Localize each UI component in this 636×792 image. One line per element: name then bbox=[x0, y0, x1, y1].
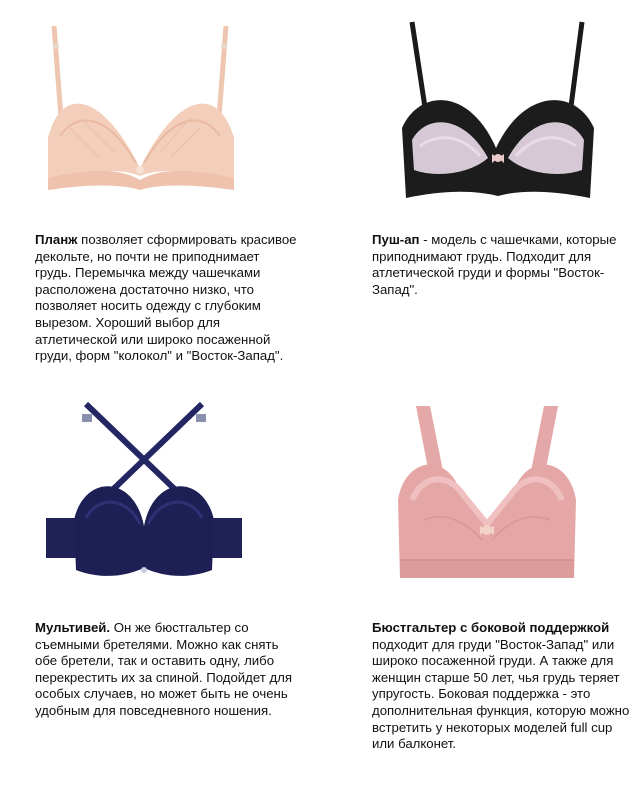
push-up-title: Пуш-ап bbox=[372, 232, 420, 247]
plunge-title: Планж bbox=[35, 232, 78, 247]
side-support-caption bbox=[372, 620, 630, 753]
side-support-title: Бюстгальтер с боковой поддержкой bbox=[372, 620, 610, 635]
side-support-bra-image bbox=[394, 400, 580, 586]
plunge-description: позволяет сформировать красивое декольте, но почти не приподнимает грудь. Перемычка между чашечками расположена достаточно низко, что позволяет носить одежду с глубоким вырезом. Хороший выбор для атлетической или широко посаженной груди, форм "колокол" и "Восток-Запад". bbox=[35, 232, 297, 364]
push-up-description: - модель с чашечками, которые приподнимают грудь. Подходит для атлетической груди и формы "Восток-Запад". bbox=[372, 232, 617, 297]
plunge-bra-image bbox=[40, 18, 240, 194]
multiway-bra-image bbox=[46, 400, 242, 586]
multiway-caption bbox=[35, 620, 297, 720]
multiway-description: Он же бюстгальтер со съемными бретелями. Можно как снять обе бретели, так и оставить одну, либо перекрестить их за спиной. Подойдет для особых случаев, но может быть не очень удобным для повседневного ношения. bbox=[35, 620, 292, 718]
plunge-caption bbox=[35, 232, 297, 365]
push-up-caption bbox=[372, 232, 630, 298]
multiway-title: Мультивей. bbox=[35, 620, 111, 635]
side-support-description: подходит для груди "Восток-Запад" или широко посаженной груди. А также для женщин старше 50 лет, чья грудь теряет упругость. Боковая поддержка - это дополнительная функция, которую можно встретить у некоторых моделей full cup или балконет. bbox=[372, 636, 630, 752]
push-up-bra-image bbox=[400, 18, 596, 204]
